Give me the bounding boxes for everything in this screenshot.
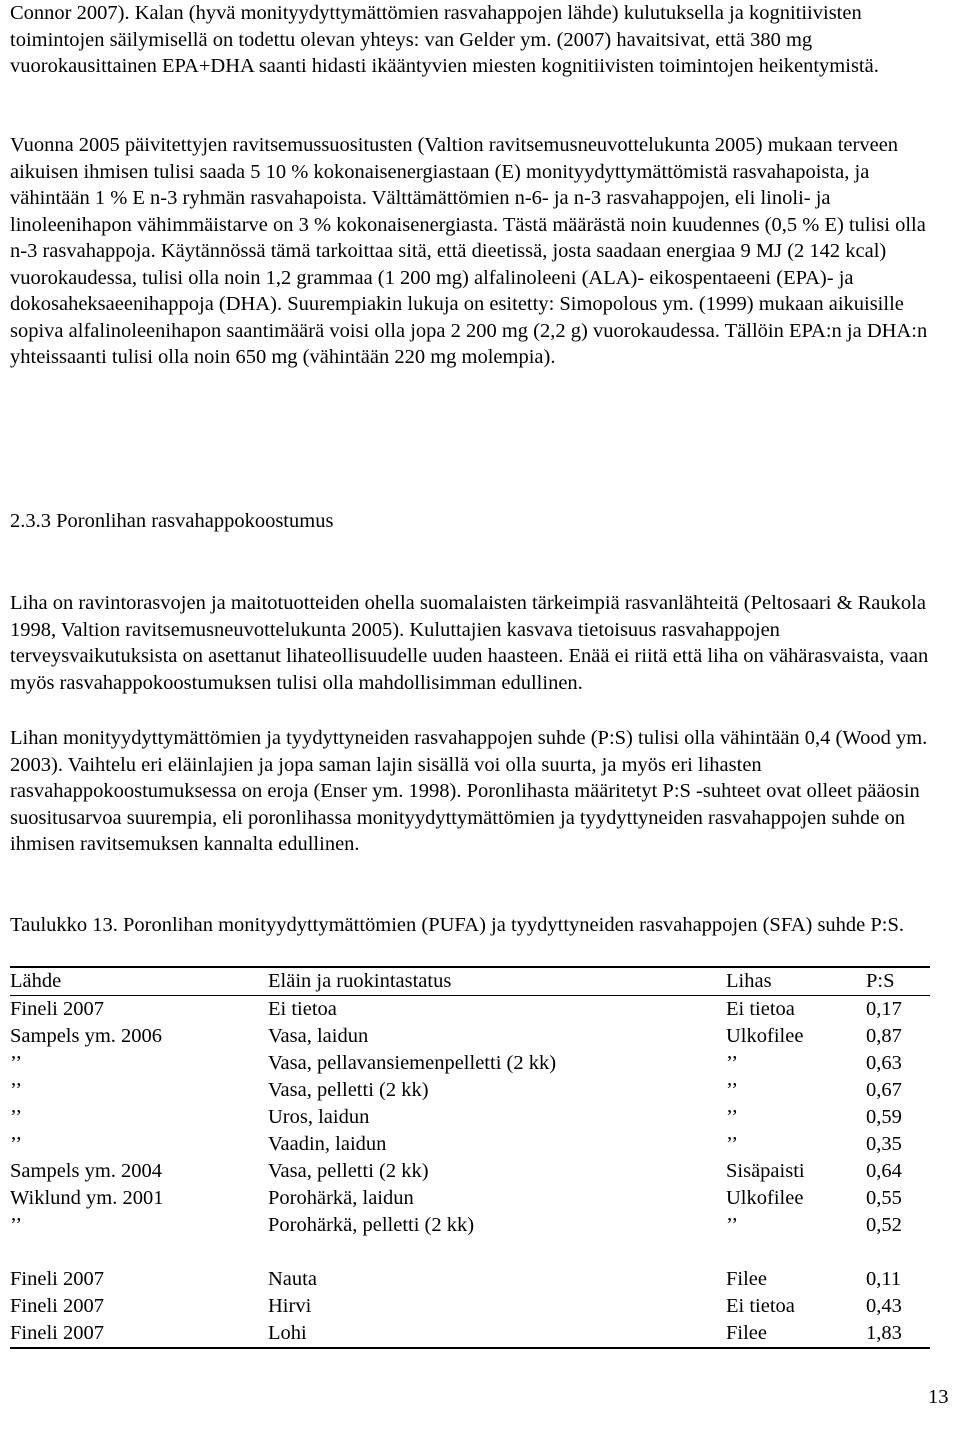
table-row	[10, 1320, 930, 1348]
column-header-source: Lähde	[10, 970, 62, 993]
paragraph-meat-fat-sources: Liha on ravintorasvojen ja maitotuotteiden ohella suomalaisten tärkeimpiä rasvanlähteitä (Peltosaari & Raukola 1998, Valtion ravitsemusneuvottelukunta 2005). Kuluttajien kasvava tietoisuus rasvahappojen terveysvaikutuksista on asettanut lihateollisuudelle uuden haasteen. Enää ei riitä että liha on vähärasvaista, vaan myös rasvahappokoostumuksen tulisi olla mahdollisimman edullinen.	[10, 592, 929, 694]
section-heading: 2.3.3 Poronlihan rasvahappokoostumus	[10, 510, 334, 532]
cell-ps: 0,55	[866, 1187, 902, 1210]
cell-ps: 0,67	[866, 1079, 902, 1102]
cell-muscle: Filee	[726, 1322, 767, 1345]
column-header-animal: Eläin ja ruokintastatus	[268, 970, 452, 993]
cell-animal: Uros, laidun	[268, 1106, 370, 1129]
paragraph-intro: Connor 2007). Kalan (hyvä monityydyttymättömien rasvahappojen lähde) kulutuksella ja kognitiivisten toimintojen säilymisellä on todettu olevan yhteys: van Gelder ym. (2007) havaitsivat, että 380 mg vuorokausittainen EPA+DHA saanti hidasti ikääntyvien miesten kognitiivisten toimintojen heikentymistä.	[10, 2, 879, 77]
cell-ps: 0,52	[866, 1214, 902, 1237]
table-caption: Taulukko 13. Poronlihan monityydyttymättömien (PUFA) ja tyydyttyneiden rasvahappojen (SFA) suhde P:S.	[10, 914, 905, 936]
page-number: 13	[928, 1386, 949, 1408]
table-row	[10, 996, 930, 1024]
cell-muscle: Ulkofilee	[726, 1187, 804, 1210]
table-row	[10, 1104, 930, 1131]
table-body-group1	[10, 996, 930, 1240]
table-row	[10, 1023, 930, 1050]
table-row	[10, 1266, 930, 1293]
cell-muscle: ’’	[726, 1106, 739, 1129]
cell-muscle: ’’	[726, 1133, 739, 1156]
cell-animal: Porohärkä, pelletti (2 kk)	[268, 1214, 475, 1237]
cell-source: Fineli 2007	[10, 998, 104, 1021]
cell-animal: Vaadin, laidun	[268, 1133, 387, 1156]
cell-animal: Lohi	[268, 1322, 307, 1345]
column-header-ps: P:S	[866, 970, 895, 993]
cell-ps: 0,35	[866, 1133, 902, 1156]
cell-source: ’’	[10, 1079, 23, 1102]
cell-ps: 0,17	[866, 998, 902, 1021]
table-row	[10, 1077, 930, 1104]
table-row	[10, 1293, 930, 1320]
cell-source: Sampels ym. 2004	[10, 1160, 163, 1183]
cell-ps: 0,87	[866, 1025, 902, 1048]
table-row	[10, 1131, 930, 1158]
table-row	[10, 1185, 930, 1212]
cell-muscle: ’’	[726, 1079, 739, 1102]
cell-ps: 0,43	[866, 1295, 902, 1318]
cell-muscle: Filee	[726, 1268, 767, 1291]
cell-animal: Porohärkä, laidun	[268, 1187, 414, 1210]
cell-animal: Vasa, laidun	[268, 1025, 369, 1048]
table-body-group2	[10, 1266, 930, 1348]
table-row	[10, 1158, 930, 1185]
cell-animal: Vasa, pelletti (2 kk)	[268, 1160, 429, 1183]
cell-source: Wiklund ym. 2001	[10, 1187, 164, 1210]
cell-source: ’’	[10, 1214, 23, 1237]
cell-animal: Nauta	[268, 1268, 317, 1291]
cell-source: Sampels ym. 2006	[10, 1025, 163, 1048]
cell-ps: 0,59	[866, 1106, 902, 1129]
cell-source: Fineli 2007	[10, 1295, 104, 1318]
cell-source: ’’	[10, 1052, 23, 1075]
cell-ps: 0,11	[866, 1268, 902, 1291]
cell-animal: Vasa, pelletti (2 kk)	[268, 1079, 429, 1102]
table-spacer	[10, 1239, 930, 1266]
paragraph-ps-ratio: Lihan monityydyttymättömien ja tyydyttyneiden rasvahappojen suhde (P:S) tulisi olla vähintään 0,4 (Wood ym. 2003). Vaihtelu eri eläinlajien ja jopa saman lajin sisällä voi olla suurta, ja myös eri lihasten rasvahappokoostumuksessa on eroja (Enser ym. 1998). Poronlihasta määritetyt P:S -suhteet ovat olleet pääosin suositusarvoa suurempia, eli poronlihassa monityydyttymättömien ja tyydyttyneiden rasvahappojen suhde on ihmisen ravitsemuksen kannalta edullinen.	[10, 727, 928, 855]
cell-muscle: ’’	[726, 1052, 739, 1075]
paragraph-recommendations: Vuonna 2005 päivitettyjen ravitsemussuositusten (Valtion ravitsemusneuvottelukunta 2005) mukaan terveen aikuisen ihmisen tulisi saada 5 10 % kokonaisenergiastaan (E) monityydyttymättömistä rasvahapoista, ja vähintään 1 % E n-3 ryhmän rasvahapoista. Välttämättömien n-6- ja n-3 rasvahappojen, eli linoli- ja linoleenihapon vähimmäistarve on 3 % kokonaisenergiasta. Tästä määrästä noin kuudennes (0,5 % E) tulisi olla n-3 rasvahappoja. Käytännössä tämä tarkoittaa sitä, että dieetissä, josta saadaan energiaa 9 MJ (2 142 kcal) vuorokaudessa, tulisi olla noin 1,2 grammaa (1 200 mg) alfalinoleeni (ALA)- eikospentaeeni (EPA)- ja dokosaheksaeenihappoja (DHA). Suurempiakin lukuja on esitetty: Simopolous ym. (1999) mukaan aikuisille sopiva alfalinoleenihapon saantimäärä voisi olla jopa 2 200 mg (2,2 g) vuorokaudessa. Tällöin EPA:n ja DHA:n yhteissaanti tulisi olla noin 650 mg (vähintään 220 mg molempia).	[10, 134, 928, 368]
cell-muscle: Ei tietoa	[726, 1295, 795, 1318]
cell-muscle: Ei tietoa	[726, 998, 795, 1021]
cell-muscle: ’’	[726, 1214, 739, 1237]
cell-source: ’’	[10, 1133, 23, 1156]
cell-ps: 0,64	[866, 1160, 902, 1183]
cell-ps: 1,83	[866, 1322, 902, 1345]
cell-source: Fineli 2007	[10, 1322, 104, 1345]
cell-muscle: Ulkofilee	[726, 1025, 804, 1048]
cell-ps: 0,63	[866, 1052, 902, 1075]
cell-muscle: Sisäpaisti	[726, 1160, 805, 1183]
cell-source: Fineli 2007	[10, 1268, 104, 1291]
cell-animal: Vasa, pellavansiemenpelletti (2 kk)	[268, 1052, 557, 1075]
column-header-muscle: Lihas	[726, 970, 772, 993]
table-row	[10, 1212, 930, 1239]
cell-animal: Ei tietoa	[268, 998, 337, 1021]
table-header-row	[10, 967, 930, 996]
ps-ratio-table	[10, 966, 930, 1349]
cell-animal: Hirvi	[268, 1295, 312, 1318]
cell-source: ’’	[10, 1106, 23, 1129]
table-row	[10, 1050, 930, 1077]
